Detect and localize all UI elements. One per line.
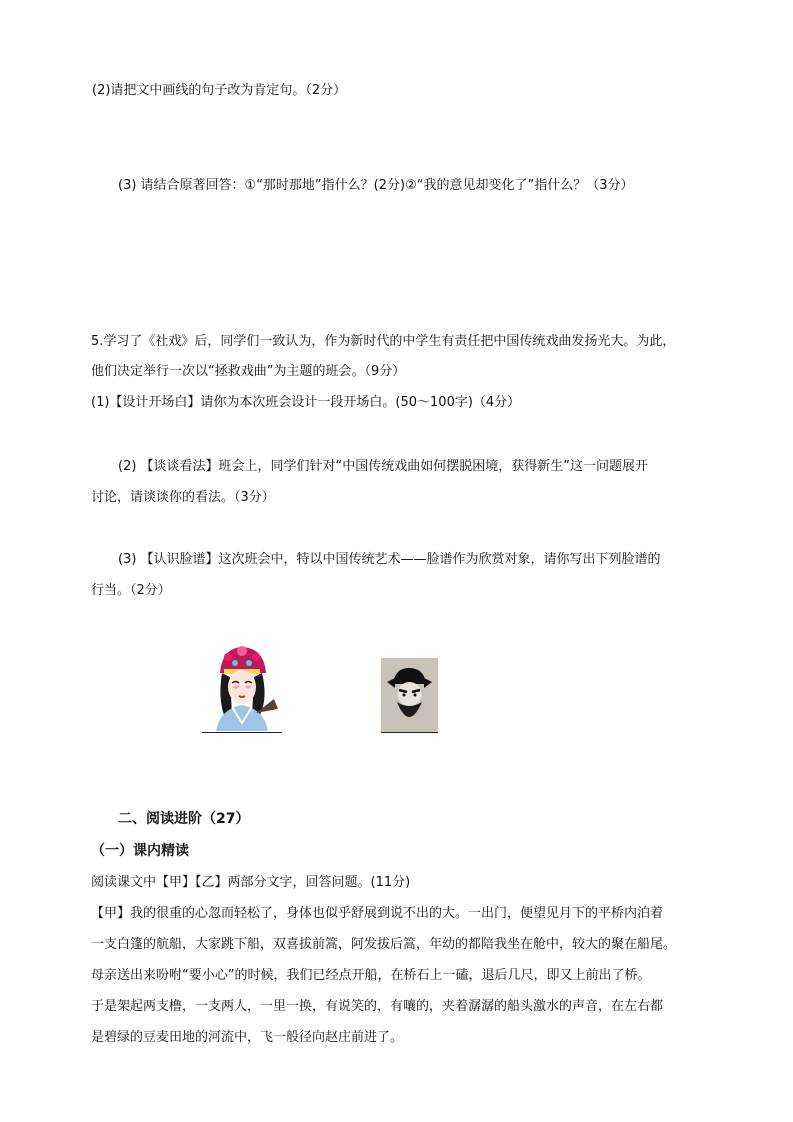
question-5-part-3-line-1: (3) 【认识脸谱】这次班会中，特以中国传统艺术——脸谱作为欣赏对象，请你写出下列脸谱的 [118,552,661,567]
question-5-part-1: (1)【设计开场白】请你为本次班会设计一段开场白。(50～100字)（4分） [91,395,521,410]
opera-face-image-jing [381,658,438,732]
question-5-part-3-line-2: 行当。（2分） [91,583,171,598]
reading-instruction: 阅读课文中【甲】【乙】两部分文字，回答问题。(11分) [91,875,411,890]
image-baseline-1 [202,732,282,733]
passage-line-5: 是碧绿的豆麦田地的河流中，飞一般径向赵庄前进了。 [91,1030,404,1045]
subsection-title: （一）课内精读 [91,843,189,859]
opera-face-image-dan [202,643,282,733]
question-5-part-2-line-2: 讨论，请谈谈你的看法。（3分） [91,490,275,505]
image-baseline-2 [381,732,438,733]
section-title: 二、阅读进阶（27） [118,811,250,827]
question-5-intro-line-2: 他们决定举行一次以“拯救戏曲”为主题的班会。（9分） [91,364,406,379]
passage-line-1: 【甲】我的很重的心忽而轻松了，身体也似乎舒展到说不出的大。一出门，便望见月下的平桥内泊着 [91,906,664,921]
passage-line-3: 母亲送出来吩咐“要小心”的时候，我们已经点开船，在桥石上一磕，退后几尺，即又上前出了桥。 [91,968,651,983]
question-5-part-2-line-1: (2) 【谈谈看法】班会上，同学们针对“中国传统戏曲如何摆脱困境，获得新生”这一问题展开 [118,459,649,474]
passage-line-2: 一支白篷的航船，大家跳下船，双喜拔前篙，阿发拔后篙，年幼的都陪我坐在舱中，较大的聚在船尾。 [91,937,677,952]
passage-line-4: 于是架起两支橹，一支两人，一里一换，有说笑的，有嚷的，夹着潺潺的船头激水的声音，在左右都 [91,999,664,1014]
question-2: (2)请把文中画线的句子改为肯定句。（2分） [92,83,347,98]
question-5-intro-line-1: 5.学习了《社戏》后，同学们一致认为，作为新时代的中学生有责任把中国传统戏曲发扬光大。为此， [91,334,676,349]
question-3: (3) 请结合原著回答：①“那时那地”指什么？(2分)②“我的意见却变化了”指什么？（3分） [118,178,634,193]
